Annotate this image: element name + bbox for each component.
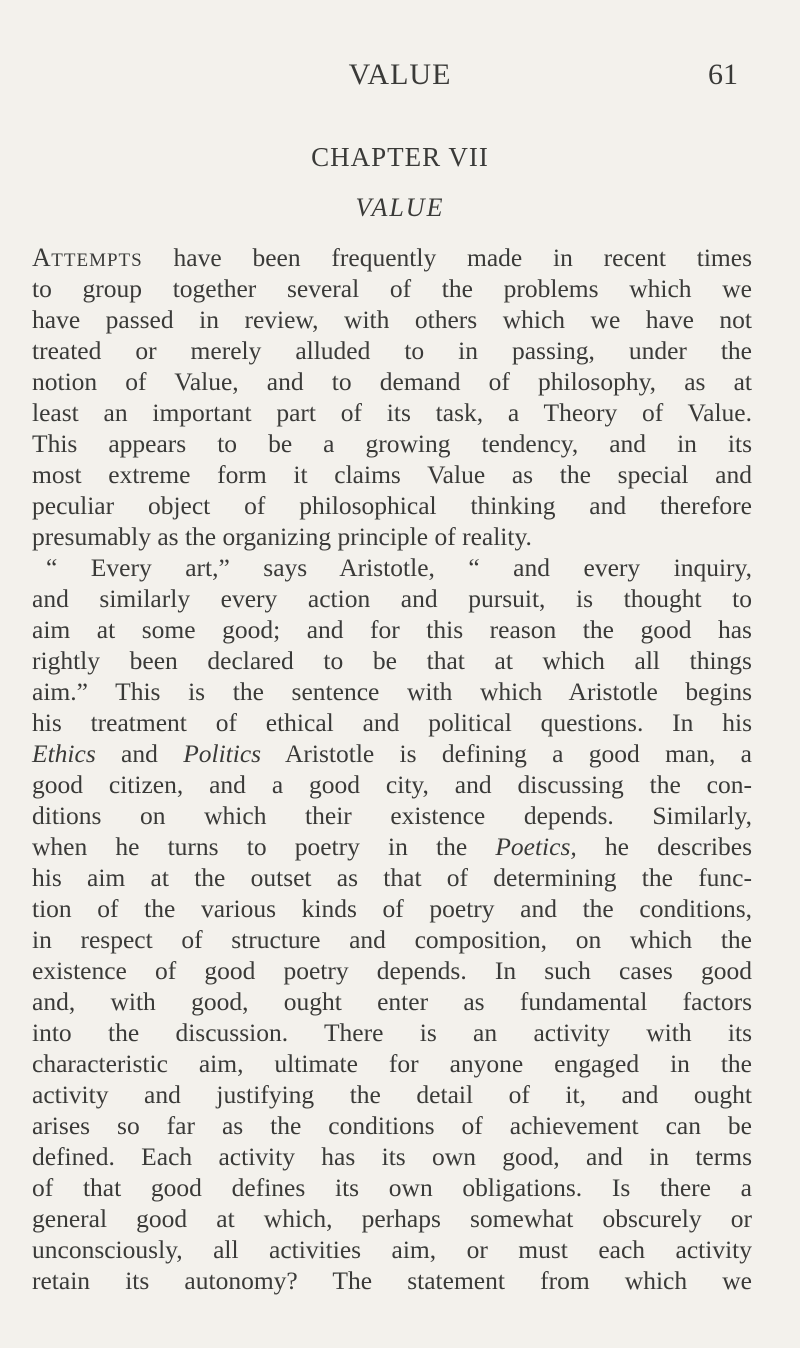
text-line: and, with good, ought enter as fundamental factors [32,987,752,1016]
text-line: in respect of structure and composition, on which the [32,925,752,954]
text-line: treated or merely alluded to in passing, under the [32,336,752,365]
text-line: peculiar object of philosophical thinking and therefore [32,491,752,520]
text-line: arises so far as the conditions of achievement can be [32,1111,752,1140]
text-line: notion of Value, and to demand of philosophy, as at [32,367,752,396]
chapter-title: VALUE [355,193,445,222]
text-line-content: when he turns to poetry in the [32,832,496,861]
text-line: aim at some good; and for this reason the good has [32,615,752,644]
text-line: characteristic aim, ultimate for anyone engaged in the [32,1049,752,1078]
text-line-content: and [95,739,184,768]
text-line: tion of the various kinds of poetry and the conditions, [32,894,752,923]
text-line: his aim at the outset as that of determining the func- [32,863,752,892]
book-title-politics: Politics [183,739,262,768]
text-line: existence of good poetry depends. In such cases good [32,956,752,985]
text-line: most extreme form it claims Value as the special and [32,460,752,489]
text-line: general good at which, perhaps somewhat obscurely or [32,1204,752,1233]
text-line: retain its autonomy? The statement from which we [32,1266,752,1295]
text-line: into the discussion. There is an activity with its [32,1018,752,1047]
text-line-content: he describes [576,832,752,861]
text-line: of that good defines its own obligations. Is there a [32,1173,752,1202]
running-title: VALUE [348,58,452,91]
opening-word-small-caps: TTEMPTS [51,250,143,271]
text-line: least an important part of its task, a Theory of Value. [32,398,752,427]
page-number: 61 [708,58,738,91]
text-line: have passed in review, with others which we have not [32,305,752,334]
text-line: unconsciously, all activities aim, or must each activity [32,1235,752,1264]
text-line-content: Aristotle is defining a good man, a [261,739,752,768]
text-line: defined. Each activity has its own good, and in terms [32,1142,752,1171]
text-line [32,738,752,769]
text-line: rightly been declared to be that at which all things [32,646,752,675]
opening-word-initial: A [32,243,52,272]
text-line: good citizen, and a good city, and discussing the con- [32,770,752,799]
text-line: “ Every art,” says Aristotle, “ and every inquiry, [46,553,752,582]
text-line: and similarly every action and pursuit, is thought to [32,584,752,613]
body-text [32,242,752,1296]
text-line: ditions on which their existence depends. Similarly, [32,801,752,830]
text-line [32,242,752,273]
text-line: activity and justifying the detail of it, and ought [32,1080,752,1109]
text-line: to group together several of the problems which we [32,274,752,303]
text-line: This appears to be a growing tendency, and in its [32,429,752,458]
text-line: his treatment of ethical and political questions. In his [32,708,752,737]
text-line-content: have been frequently made in recent times [173,243,752,272]
book-title-poetics: Poetics, [495,832,577,861]
text-line: aim.” This is the sentence with which Aristotle begins [32,677,752,706]
text-line: presumably as the organizing principle of reality. [32,522,532,551]
text-line [32,831,752,862]
chapter-heading: CHAPTER VII [311,142,489,172]
book-title-ethics: Ethics [32,739,96,768]
